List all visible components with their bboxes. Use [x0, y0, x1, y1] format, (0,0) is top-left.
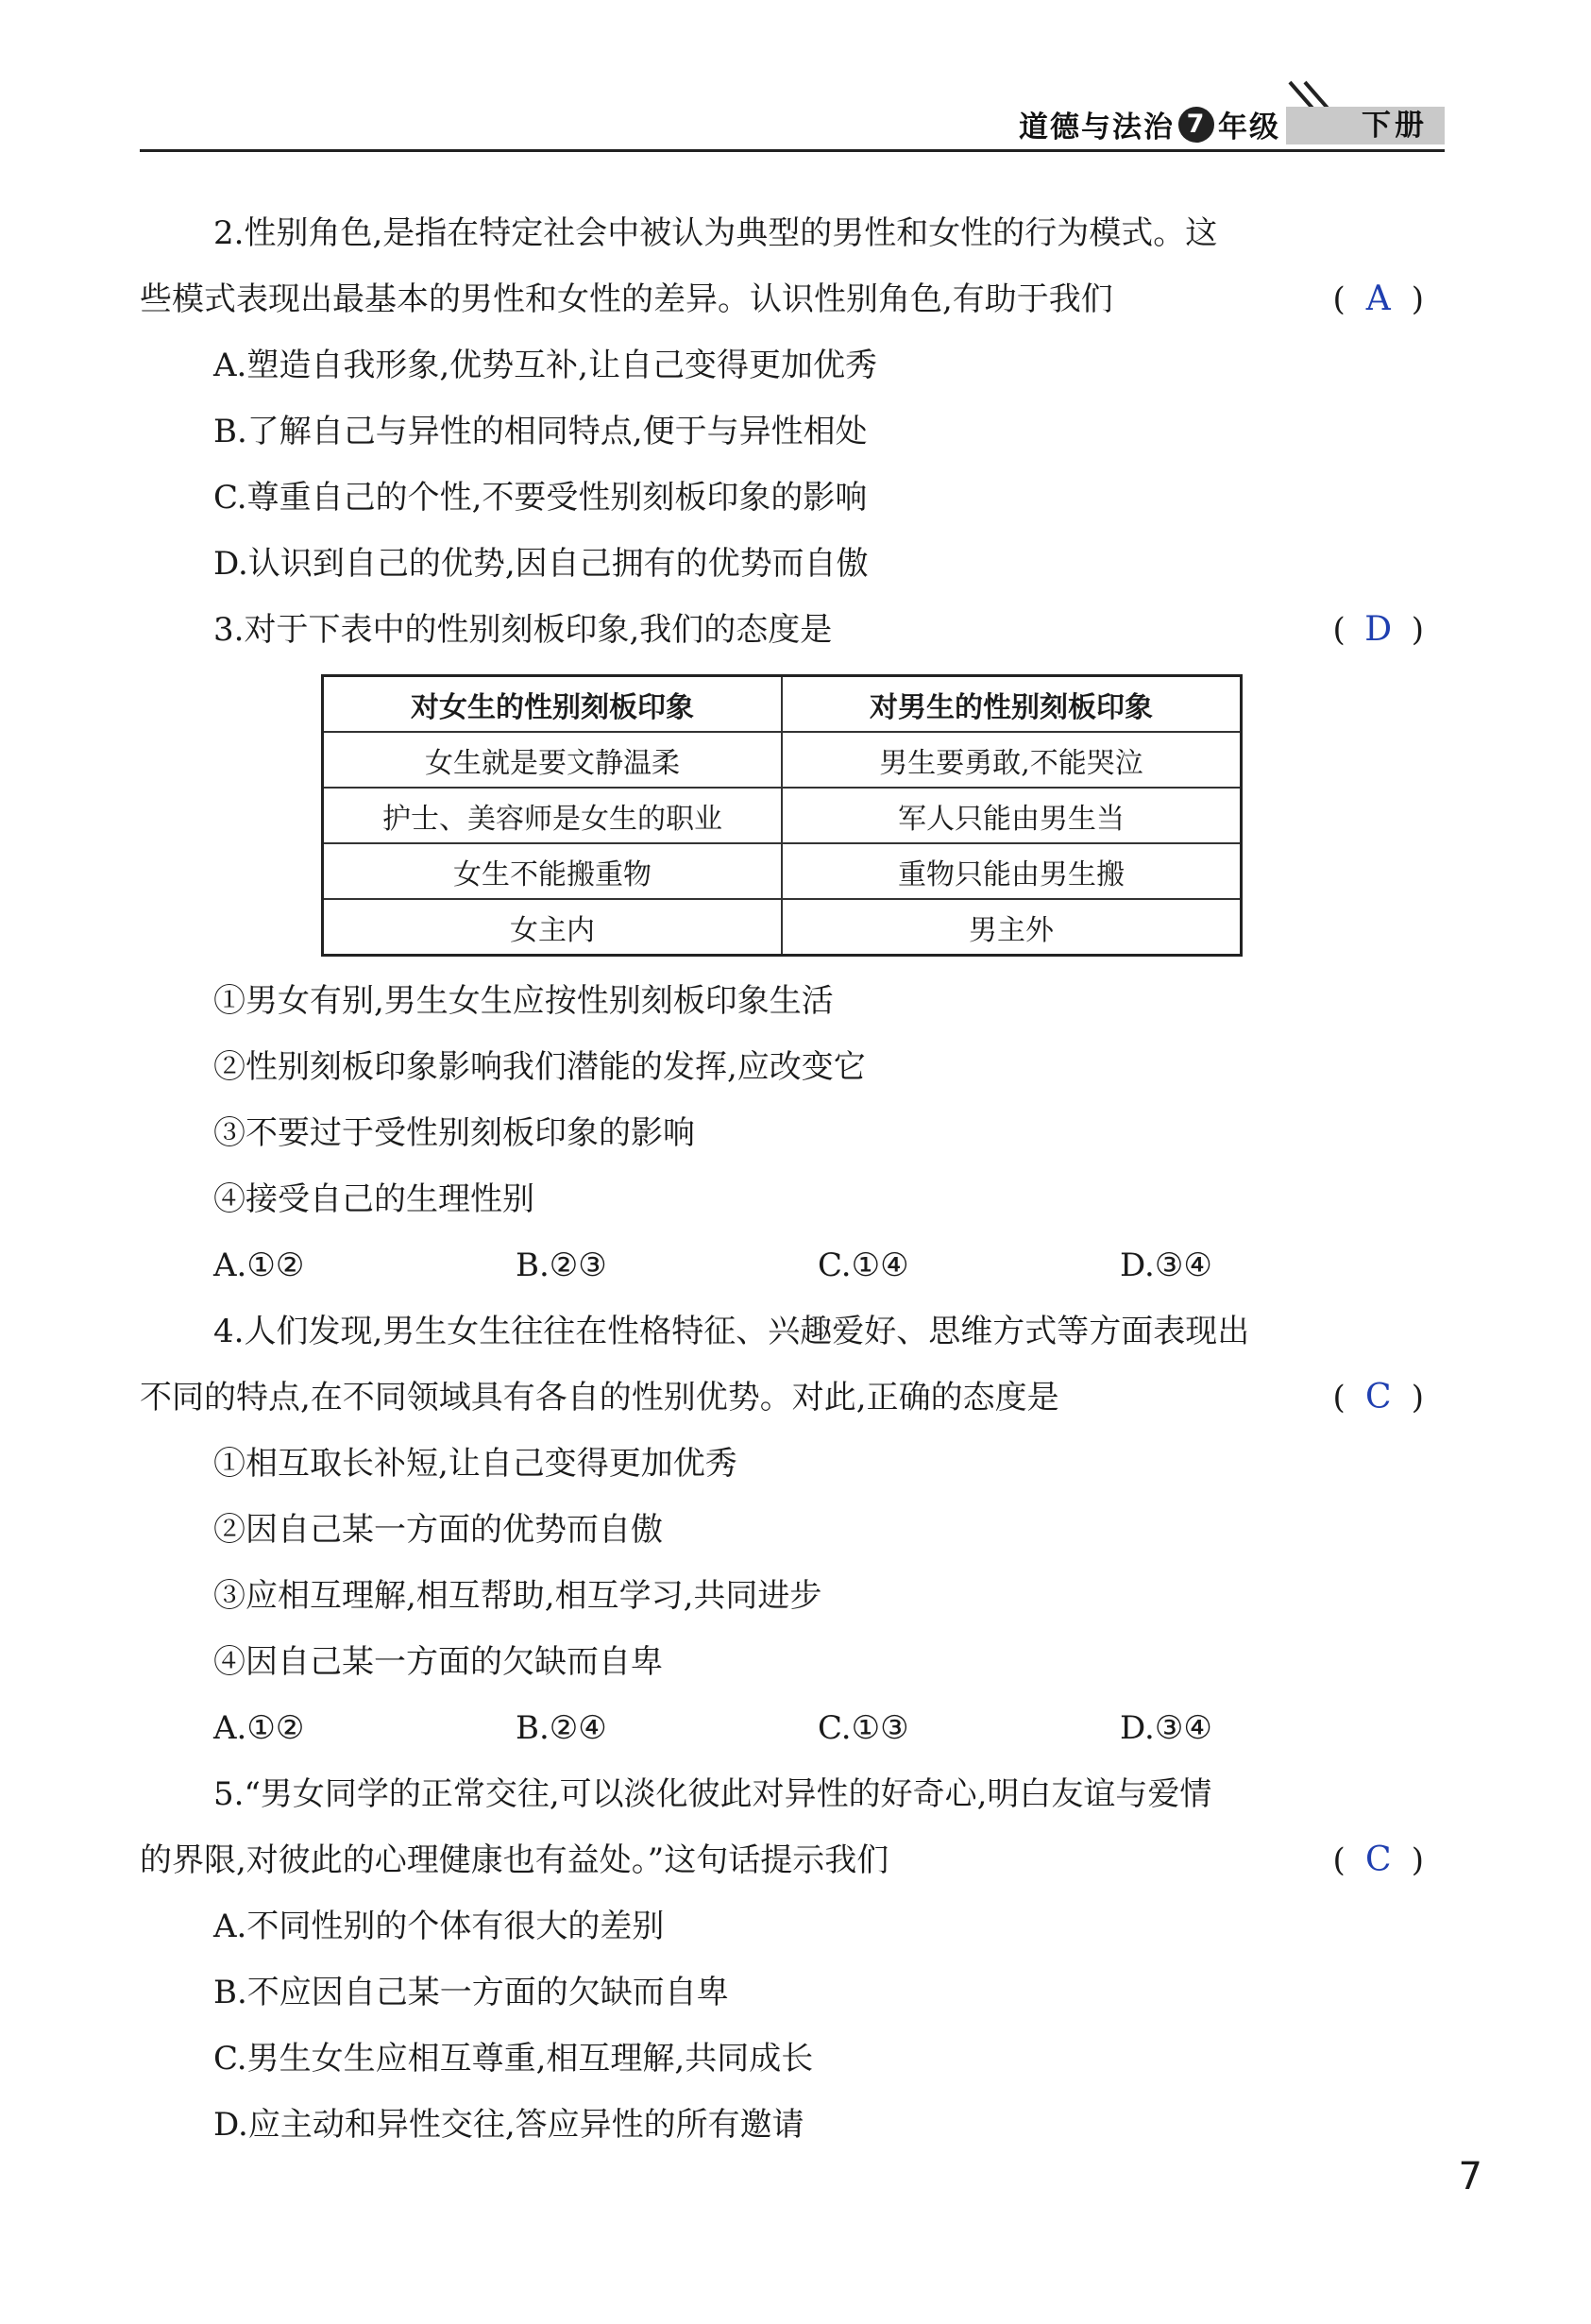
statement-item: ①相互取长补短,让自己变得更加优秀 — [213, 1445, 737, 1483]
statement-item: ③应相互理解,相互帮助,相互学习,共同进步 — [213, 1577, 822, 1615]
choice-a: A.①② — [213, 1709, 305, 1747]
question-3 — [140, 597, 1424, 1298]
answer-mark: C — [1364, 1841, 1392, 1879]
volume-label: 下册 — [1362, 109, 1428, 143]
header-divider — [140, 149, 1445, 152]
statement-item: ②因自己某一方面的优势而自傲 — [213, 1511, 663, 1549]
statement-item: ③不要过于受性别刻板印象的影响 — [213, 1114, 695, 1152]
option-a: A.塑造自我形象,优势互补,让自己变得更加优秀 — [213, 347, 877, 384]
question-stem-line: 5.“男女同学的正常交往,可以淡化彼此对异性的好奇心,明白友谊与爱情 — [213, 1775, 1212, 1813]
choice-row — [140, 1695, 1424, 1761]
question-stem-line: 不同的特点,在不同领域具有各自的性别优势。对此,正确的态度是 ( C ) — [140, 1365, 1424, 1431]
table-row — [323, 843, 1242, 899]
choice-c: C.①③ — [818, 1709, 909, 1747]
table-cell: 护士、美容师是女生的职业 — [323, 788, 783, 843]
statement-item: ④接受自己的生理性别 — [213, 1180, 534, 1218]
table-row — [323, 899, 1242, 956]
question-5 — [140, 1761, 1424, 2158]
table-cell: 女生不能搬重物 — [323, 843, 783, 899]
choice-d: D.③④ — [1120, 1247, 1212, 1284]
stereotype-table-wrapper — [140, 663, 1424, 968]
grade-suffix: 年级 — [1218, 110, 1280, 144]
answer-mark: A — [1365, 280, 1391, 318]
option-b: B.不应因自己某一方面的欠缺而自卑 — [213, 1974, 729, 2011]
question-stem-line: 的界限,对彼此的心理健康也有益处。”这句话提示我们 ( C ) — [140, 1827, 1424, 1893]
table-cell: 军人只能由男生当 — [782, 788, 1242, 843]
table-header-cell: 对女生的性别刻板印象 — [323, 676, 783, 733]
question-stem-line: 2.性别角色,是指在特定社会中被认为典型的男性和女性的行为模式。这 — [213, 214, 1218, 252]
option-d: D.应主动和异性交往,答应异性的所有邀请 — [213, 2106, 804, 2144]
question-4 — [140, 1298, 1424, 1761]
answer-mark: C — [1364, 1378, 1392, 1416]
table-row — [323, 788, 1242, 843]
table-cell: 女生就是要文静温柔 — [323, 732, 783, 788]
question-stem-line: 4.人们发现,男生女生往往在性格特征、兴趣爱好、思维方式等方面表现出 — [213, 1313, 1250, 1350]
option-c: C.男生女生应相互尊重,相互理解,共同成长 — [213, 2040, 814, 2078]
option-c: C.尊重自己的个性,不要受性别刻板印象的影响 — [213, 479, 868, 517]
table-header-cell: 对男生的性别刻板印象 — [782, 676, 1242, 733]
answer-mark: D — [1364, 610, 1393, 649]
question-2 — [140, 200, 1424, 597]
question-stem-line: 些模式表现出最基本的男性和女性的差异。认识性别角色,有助于我们 ( A ) — [140, 266, 1424, 332]
choice-b: B.②③ — [516, 1247, 607, 1284]
table-row — [323, 732, 1242, 788]
table-cell: 男生要勇敢,不能哭泣 — [782, 732, 1242, 788]
choice-b: B.②④ — [516, 1709, 607, 1747]
table-cell: 重物只能由男生搬 — [782, 843, 1242, 899]
choice-a: A.①② — [213, 1247, 305, 1284]
statement-item: ②性别刻板印象影响我们潜能的发挥,应改变它 — [213, 1048, 866, 1086]
table-cell: 男主外 — [782, 899, 1242, 956]
table-header-row — [323, 676, 1242, 733]
table-cell: 女主内 — [323, 899, 783, 956]
answer-bracket: ( C ) — [1332, 1365, 1424, 1431]
option-b: B.了解自己与异性的相同特点,便于与异性相处 — [213, 413, 868, 450]
answer-bracket: ( C ) — [1332, 1827, 1424, 1893]
page-header — [140, 99, 1445, 152]
grade-number-badge: 7 — [1178, 107, 1214, 143]
subject-title — [1019, 103, 1280, 145]
option-d: D.认识到自己的优势,因自己拥有的优势而自傲 — [213, 545, 869, 583]
page-number: 7 — [1458, 2155, 1482, 2198]
question-stem-line: 3.对于下表中的性别刻板印象,我们的态度是 ( D ) — [140, 597, 1424, 663]
question-list — [140, 200, 1424, 2158]
answer-bracket: ( A ) — [1332, 266, 1424, 332]
statement-item: ①男女有别,男生女生应按性别刻板印象生活 — [213, 982, 834, 1020]
choice-d: D.③④ — [1120, 1709, 1212, 1747]
choice-row — [140, 1232, 1424, 1298]
answer-bracket: ( D ) — [1332, 597, 1424, 663]
option-a: A.不同性别的个体有很大的差别 — [213, 1908, 665, 1945]
choice-c: C.①④ — [818, 1247, 909, 1284]
statement-item: ④因自己某一方面的欠缺而自卑 — [213, 1643, 663, 1681]
stereotype-table — [321, 674, 1243, 957]
subject-name: 道德与法治 — [1019, 110, 1175, 144]
